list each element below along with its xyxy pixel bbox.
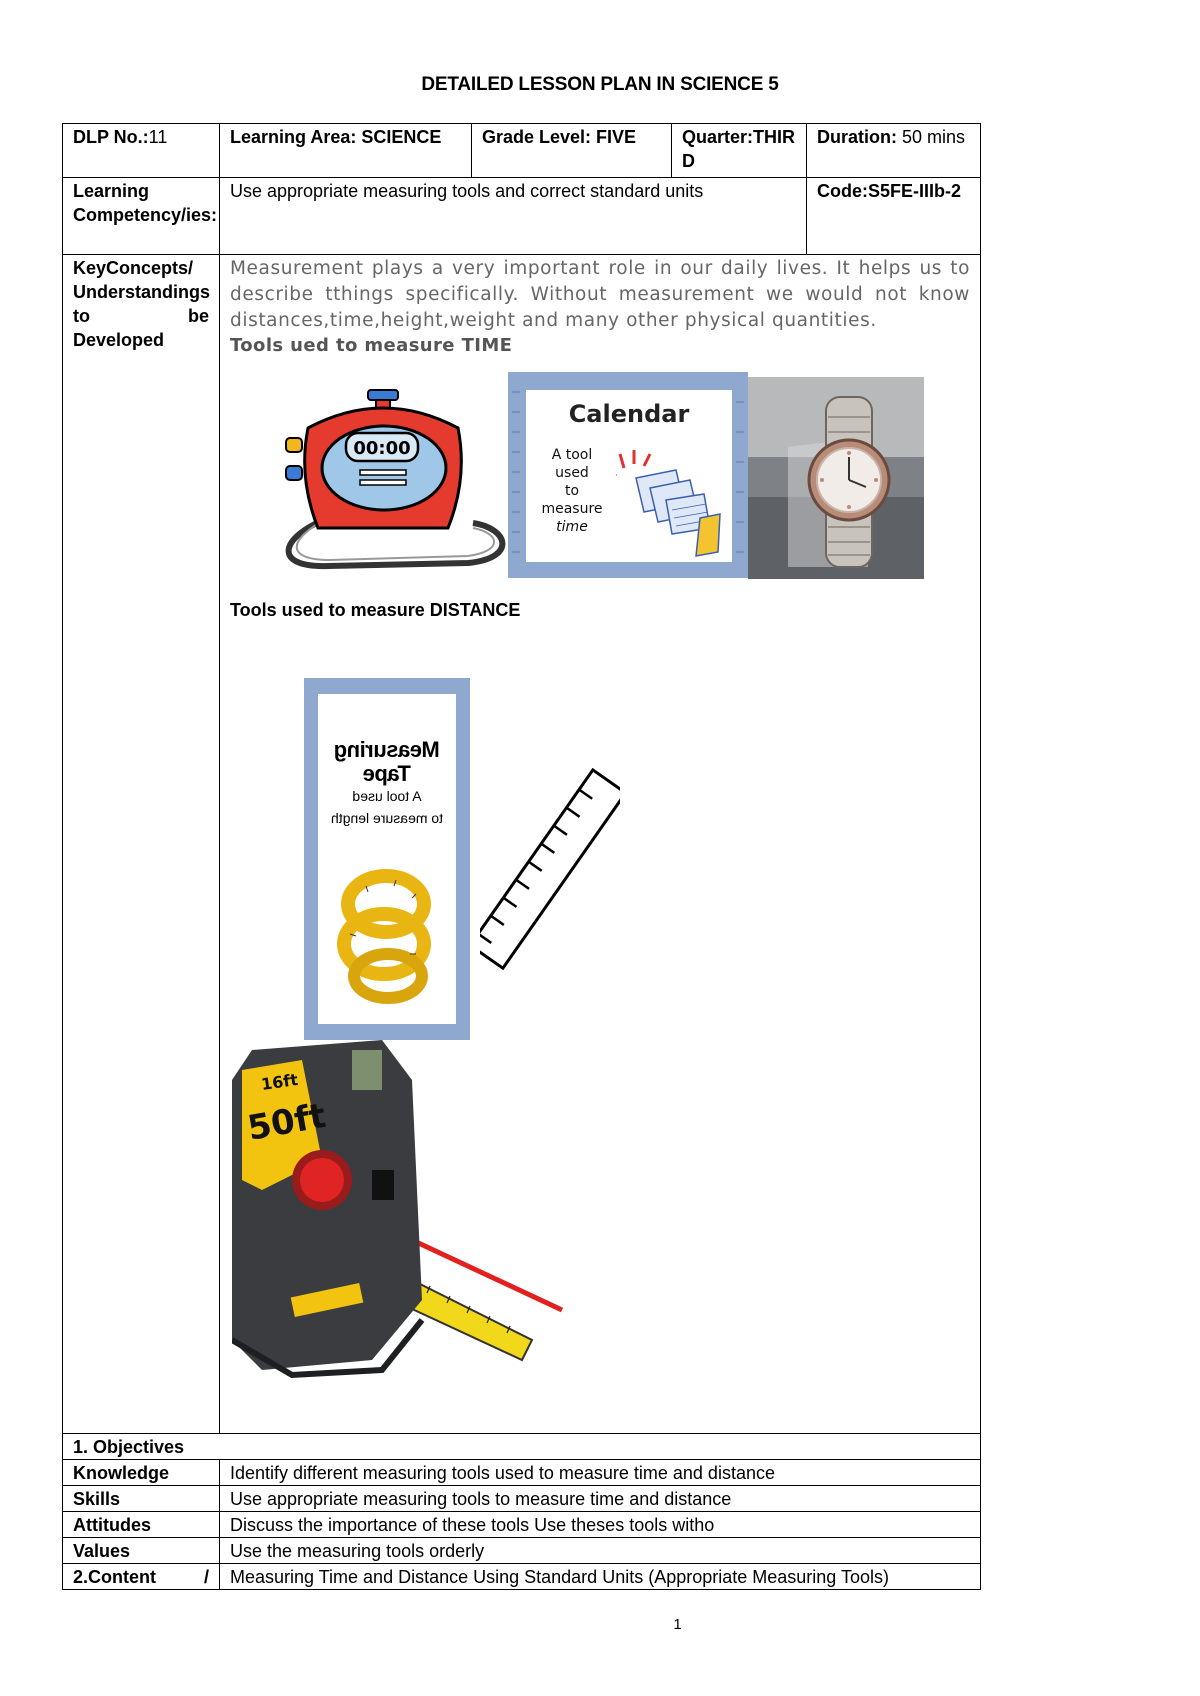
header-row — [63, 124, 981, 178]
key-concepts-cell — [220, 255, 981, 1434]
content-slash: / — [203, 1567, 209, 1587]
competency-label: Learning Competency/ies: — [63, 178, 220, 255]
objective-label: Skills — [63, 1486, 220, 1512]
objective-label: Attitudes — [63, 1512, 220, 1538]
duration-value: 50 mins — [902, 127, 966, 147]
calendar-line-5: time — [556, 519, 588, 535]
dlp-number-cell — [63, 124, 220, 178]
measuring-tape-line2: to measure length — [330, 810, 444, 826]
objective-row-knowledge — [63, 1460, 981, 1486]
key-concepts-paragraph: Measurement plays a very important role in our daily lives. It helps us to describe tthings specifically. Without measurement we would not know distances,time,height,weight and many other physical quantities. — [230, 258, 970, 331]
measuring-tape-line1: A tool used — [352, 788, 422, 804]
grade-level-cell: Grade Level: FIVE — [472, 124, 672, 178]
calendar-card — [508, 372, 748, 578]
content-row — [63, 1564, 981, 1590]
distance-tools-heading: Tools used to measure DISTANCE — [230, 600, 521, 620]
objective-row-attitudes — [63, 1512, 981, 1538]
time-tools-heading: Tools ued to measure TIME — [230, 335, 513, 356]
competency-code: Code:S5FE-IIIb-2 — [807, 178, 981, 255]
objective-label: Knowledge — [63, 1460, 220, 1486]
measuring-tape-title: Measuring Tape — [334, 737, 440, 786]
competency-row — [63, 178, 981, 255]
objective-text: Use the measuring tools orderly — [220, 1538, 981, 1564]
duration-label: Duration: — [817, 127, 897, 147]
dlp-label: DLP No.: — [73, 127, 149, 147]
tape-coil-icon — [336, 864, 436, 1004]
calendar-line-2: used — [555, 465, 589, 481]
measuring-tape-card — [304, 678, 470, 1040]
calendar-line-3: to — [564, 483, 580, 499]
quarter-cell: Quarter:THIRD — [672, 124, 807, 178]
objective-row-skills — [63, 1486, 981, 1512]
label-50ft: 50ft — [244, 1095, 329, 1149]
wristwatch-photo — [748, 377, 924, 579]
objectives-heading: 1. Objectives — [63, 1434, 981, 1460]
page-number: 1 — [673, 1616, 682, 1633]
content-label-cell — [63, 1564, 220, 1590]
objective-text: Use appropriate measuring tools to measure time and distance — [220, 1486, 981, 1512]
calendar-title: Calendar — [568, 400, 690, 428]
document-title: DETAILED LESSON PLAN IN SCIENCE 5 — [421, 74, 779, 95]
objective-label: Values — [63, 1538, 220, 1564]
competency-text: Use appropriate measuring tools and correct standard units — [220, 178, 807, 255]
laser-tape-measure-photo — [232, 1040, 572, 1380]
media-area — [230, 358, 970, 1433]
mirrored-content — [318, 694, 456, 1024]
dlp-value: 11 — [148, 127, 168, 147]
objective-row-values — [63, 1538, 981, 1564]
calendar-line-1: A tool — [551, 447, 593, 463]
measuring-tape-card-inner — [318, 694, 456, 1024]
objective-text: Identify different measuring tools used to measure time and distance — [220, 1460, 981, 1486]
calendar-card-inner — [526, 390, 732, 562]
stopwatch-image — [268, 388, 514, 571]
content-label: 2.Content — [73, 1567, 156, 1587]
key-concepts-row — [63, 255, 981, 1434]
objective-text: Discuss the importance of these tools Use theses tools witho — [220, 1512, 981, 1538]
lesson-plan-table — [62, 123, 981, 1590]
ruler-image — [480, 758, 620, 988]
key-concepts-label: KeyConcepts/ Understandings to be Developed — [63, 255, 220, 1434]
duration-cell — [807, 124, 981, 178]
content-text: Measuring Time and Distance Using Standard Units (Appropriate Measuring Tools) — [220, 1564, 981, 1590]
objectives-heading-row — [63, 1434, 981, 1460]
calendar-pages-icon — [616, 448, 726, 558]
label-16ft: 16ft — [259, 1070, 300, 1094]
stopwatch-display: 00:00 — [353, 438, 411, 459]
calendar-line-4: measure — [541, 501, 603, 517]
learning-area-cell: Learning Area: SCIENCE — [220, 124, 472, 178]
calendar-caption — [532, 446, 612, 536]
